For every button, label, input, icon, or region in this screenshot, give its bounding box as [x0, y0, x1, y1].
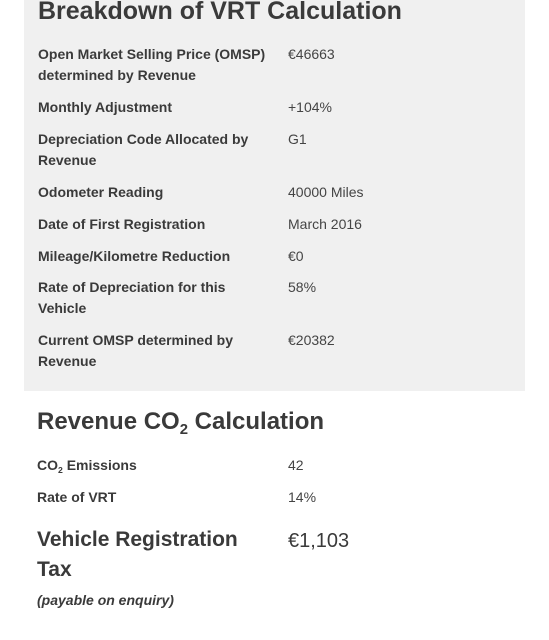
omsp-value: €46663	[288, 46, 335, 62]
vrt-breakdown-panel	[24, 0, 525, 391]
monthly-adjustment-value: +104%	[288, 99, 332, 115]
current-omsp-value: €20382	[288, 332, 335, 348]
monthly-adjustment-label: Monthly Adjustment	[38, 99, 173, 115]
mileage-reduction-label: Mileage/Kilometre Reduction	[38, 248, 231, 264]
rate-of-vrt-value: 14%	[288, 489, 317, 505]
depreciation-code-value: G1	[288, 131, 307, 147]
depreciation-code-label: Depreciation Code Allocated by Revenue	[38, 131, 249, 168]
depreciation-rate-value: 58%	[288, 279, 317, 295]
omsp-label: Open Market Selling Price (OMSP) determined by Revenue	[38, 46, 266, 83]
depreciation-rate-label: Rate of Depreciation for this Vehicle	[38, 279, 226, 316]
co2-emissions-label: $CO_2$ Emissions	[37, 457, 137, 476]
revenue-co2-title: Revenue $CO_2$ Calculation	[37, 408, 325, 439]
current-omsp-label: Current OMSP determined by Revenue	[38, 332, 234, 369]
co2-emissions-value: 42	[288, 457, 304, 473]
payable-on-enquiry-note: (payable on enquiry)	[37, 592, 174, 608]
first-registration-value: March 2016	[288, 216, 362, 232]
vehicle-registration-tax-value: €1,103	[288, 530, 350, 552]
odometer-reading-label: Odometer Reading	[38, 184, 164, 200]
breakdown-title: Breakdown of VRT Calculation	[38, 0, 402, 25]
vehicle-registration-tax-label: Vehicle Registration Tax	[37, 528, 238, 581]
first-registration-label: Date of First Registration	[38, 216, 206, 232]
odometer-reading-value: 40000 Miles	[288, 184, 364, 200]
mileage-reduction-value: €0	[288, 248, 304, 264]
rate-of-vrt-label: Rate of VRT	[37, 489, 117, 505]
